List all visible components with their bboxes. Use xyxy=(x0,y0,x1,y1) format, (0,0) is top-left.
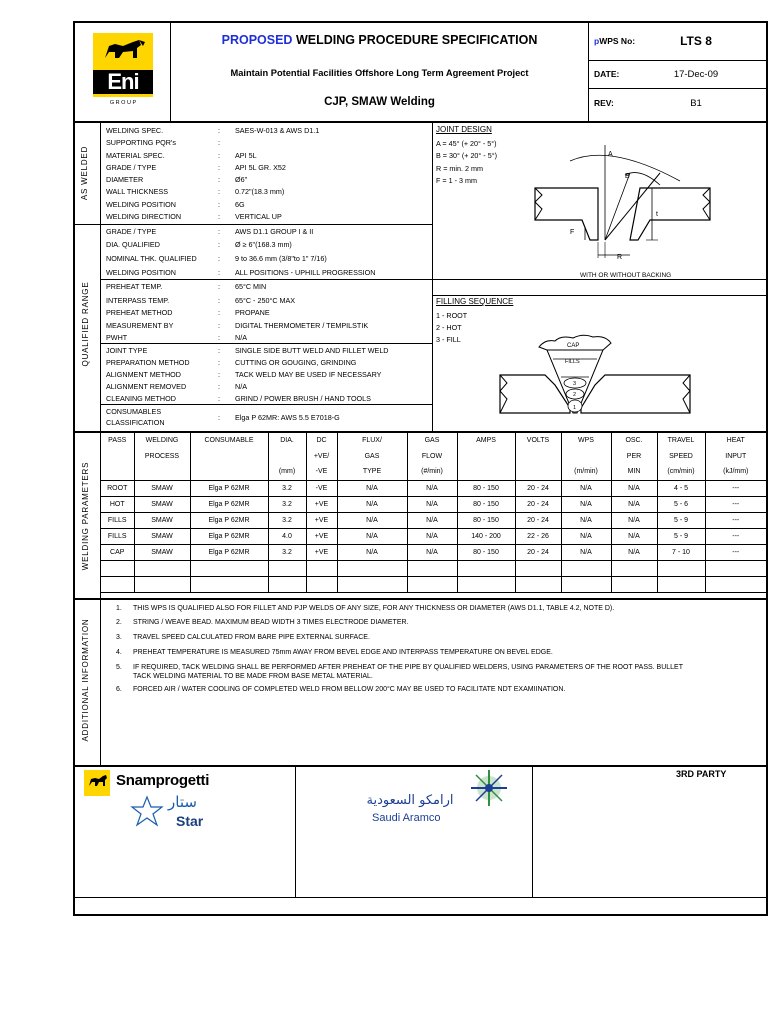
params-headers-11-1: SPEED xyxy=(657,448,705,464)
params-rows-3-11: 5 - 9 xyxy=(657,528,705,544)
params-headers-6-2: (#/min) xyxy=(407,464,457,480)
star-logo xyxy=(130,793,230,833)
label-b: B xyxy=(625,173,630,180)
params-rows-4-2: Elga P 62MR xyxy=(190,544,268,560)
filling-sequence-title: FILLING SEQUENCE xyxy=(436,297,514,306)
row-label: WELDING SPEC. xyxy=(106,126,164,135)
params-rows-3-10: N/A xyxy=(611,528,657,544)
row-value: 6G xyxy=(235,200,245,209)
params-rows-0-4: -VE xyxy=(306,480,337,496)
params-headers-10-1: PER xyxy=(611,448,657,464)
joint-rows-2-value: TACK WELD MAY BE USED IF NECESSARY xyxy=(235,370,382,379)
note-text: THIS WPS IS QUALIFIED ALSO FOR FILLET AND PJP WELDS OF ANY SIZE, FOR ANY THICKNESS OR DIAMETER (AWS D1.1, TABLE 4.2, NOTE D). xyxy=(133,605,615,612)
params-headers-7-1 xyxy=(457,448,515,464)
params-headers-3-2: (mm) xyxy=(268,464,306,480)
params-headers-5-2: TYPE xyxy=(337,464,407,480)
aramco-text: Saudi Aramco xyxy=(372,812,441,824)
eni-group-text: G R O U P xyxy=(109,100,137,106)
params-rows-4-12: --- xyxy=(705,544,766,560)
params-rows-0-10: N/A xyxy=(611,480,657,496)
notes-5-n: 6. xyxy=(116,686,122,693)
params-rows-1-5: N/A xyxy=(337,496,407,512)
params-rows-2-3: 3.2 xyxy=(268,512,306,528)
params-headers-8-2 xyxy=(515,464,561,480)
params-rows-0-1: SMAW xyxy=(134,480,190,496)
date-label: DATE: xyxy=(594,69,620,79)
params-rows-0-9: N/A xyxy=(561,480,611,496)
params-rows-2-11: 5 - 9 xyxy=(657,512,705,528)
params-rows-1-10: N/A xyxy=(611,496,657,512)
consumables-label1: CONSUMABLES xyxy=(106,407,162,416)
star-icon xyxy=(130,795,164,827)
params-rows-2-8: 20 - 24 xyxy=(515,512,561,528)
params-rows-0-5: N/A xyxy=(337,480,407,496)
joint-design-lines-2: R = min. 2 mm xyxy=(436,164,483,173)
filling-sequence-diagram xyxy=(495,333,695,418)
row-label: DIAMETER xyxy=(106,175,144,184)
params-headers-6-1: FLOW xyxy=(407,448,457,464)
aramco-star-icon xyxy=(468,768,510,808)
table-row xyxy=(101,528,766,544)
note-text: TACK WELDING MATERIAL TO BE MADE FROM BASE METAL MATERIAL. xyxy=(133,673,373,680)
params-headers-7-0: AMPS xyxy=(457,432,515,448)
joint-rows-3-value: N/A xyxy=(235,382,247,391)
row-label: WELDING POSITION xyxy=(106,200,176,209)
row-value: SAES-W-013 & AWS D1.1 xyxy=(235,126,320,135)
joint-rows-1-label: PREPARATION METHOD xyxy=(106,358,190,367)
dog-icon xyxy=(93,36,153,66)
rev-value: B1 xyxy=(690,98,702,109)
params-rows-3-0: FILLS xyxy=(101,528,134,544)
params-rows-2-1: SMAW xyxy=(134,512,190,528)
params-rows-4-0: CAP xyxy=(101,544,134,560)
joint-design-lines-3: F = 1 - 3 mm xyxy=(436,176,477,185)
params-headers-1-2 xyxy=(134,464,190,480)
params-rows-0-7: 80 - 150 xyxy=(457,480,515,496)
params-rows-4-9: N/A xyxy=(561,544,611,560)
joint-design-lines-1: B = 30° (+ 20° - 5°) xyxy=(436,151,497,160)
params-rows-1-3: 3.2 xyxy=(268,496,306,512)
params-rows-3-2: Elga P 62MR xyxy=(190,528,268,544)
process-rows-3-value: DIGITAL THERMOMETER / TEMPILSTIK xyxy=(235,321,369,330)
params-rows-1-0: HOT xyxy=(101,496,134,512)
params-rows-2-7: 80 - 150 xyxy=(457,512,515,528)
params-rows-1-2: Elga P 62MR xyxy=(190,496,268,512)
table-row-empty xyxy=(101,576,766,592)
params-rows-4-3: 3.2 xyxy=(268,544,306,560)
cap-label: CAP xyxy=(567,343,580,349)
params-rows-1-9: N/A xyxy=(561,496,611,512)
pass-2-label: 2 xyxy=(573,392,577,398)
label-r: R xyxy=(617,254,623,261)
params-header-row-3 xyxy=(101,464,766,480)
process-rows-0-label: PREHEAT TEMP. xyxy=(106,282,163,291)
params-rows-1-12: --- xyxy=(705,496,766,512)
consumables-value: Elga P 62MR: AWS 5.5 E7018-G xyxy=(235,413,340,422)
params-headers-2-1 xyxy=(190,448,268,464)
joint-design-title: JOINT DESIGN xyxy=(436,125,492,134)
params-headers-3-0: DIA. xyxy=(268,432,306,448)
params-rows-1-6: N/A xyxy=(407,496,457,512)
row-label: WELDING DIRECTION xyxy=(106,212,182,221)
row-value: Ø6" xyxy=(235,175,248,184)
filling-lines-2: 3 - FILL xyxy=(436,335,461,344)
process-rows-2-label: PREHEAT METHOD xyxy=(106,308,173,317)
params-rows-2-12: --- xyxy=(705,512,766,528)
qualified-3-value: ALL POSITIONS - UPHILL PROGRESSION xyxy=(235,268,376,277)
params-rows-4-8: 20 - 24 xyxy=(515,544,561,560)
params-rows-1-11: 5 - 6 xyxy=(657,496,705,512)
process-rows-4-label: PWHT xyxy=(106,333,128,342)
params-rows-3-9: N/A xyxy=(561,528,611,544)
params-rows-4-5: N/A xyxy=(337,544,407,560)
notes-4-n: 5. xyxy=(116,664,122,671)
qualified-3-label: WELDING POSITION xyxy=(106,268,176,277)
notes-1-n: 2. xyxy=(116,619,122,626)
note-text: TRAVEL SPEED CALCULATED FROM BARE PIPE EXTERNAL SURFACE. xyxy=(133,634,370,641)
joint-rows-0-value: SINGLE SIDE BUTT WELD AND FILLET WELD xyxy=(235,346,389,355)
params-header-row-1 xyxy=(101,432,766,448)
params-rows-0-2: Elga P 62MR xyxy=(190,480,268,496)
title-proposed: PROPOSED xyxy=(221,33,293,47)
joint-rows-4-label: CLEANING METHOD xyxy=(106,394,176,403)
eni-logo xyxy=(93,33,153,106)
section-qualified-range: QUALIFIED RANGE xyxy=(81,281,90,367)
header-pwps-label-p: p xyxy=(594,36,600,46)
qualified-2-value: 9 to 36.6 mm (3/8"to 1" 7/16) xyxy=(235,254,327,263)
eni-logo-text: Eni xyxy=(93,70,153,94)
section-welding-parameters: WELDING PARAMETERS xyxy=(81,461,90,571)
params-headers-12-0: HEAT xyxy=(726,436,745,444)
params-headers-10-0: OSC. xyxy=(611,432,657,448)
row-label: GRADE / TYPE xyxy=(106,163,157,172)
params-headers-1-1: PROCESS xyxy=(134,448,190,464)
joint-rows-1-value: CUTTING OR GOUGING, GRINDING xyxy=(235,358,357,367)
notes-0-n: 1. xyxy=(116,605,122,612)
params-rows-0-8: 20 - 24 xyxy=(515,480,561,496)
joint-rows-3-label: ALIGNMENT REMOVED xyxy=(106,382,187,391)
page-title xyxy=(171,33,588,47)
pass-1-label: 1 xyxy=(573,405,577,411)
params-rows-3-12: --- xyxy=(705,528,766,544)
params-rows-3-4: +VE xyxy=(306,528,337,544)
params-headers-12-2: (kJ/mm) xyxy=(705,464,766,480)
params-rows-0-12: --- xyxy=(705,480,766,496)
params-headers-2-2 xyxy=(190,464,268,480)
table-row xyxy=(101,512,766,528)
qualified-1-label: DIA. QUALIFIED xyxy=(106,240,160,249)
params-headers-7-2 xyxy=(457,464,515,480)
date-value: 17-Dec-09 xyxy=(673,69,719,80)
params-rows-0-11: 4 - 5 xyxy=(657,480,705,496)
aramco-arabic-text: ارامكو السعودية xyxy=(366,793,454,808)
label-a: A xyxy=(608,151,613,158)
snamprogetti-text: Snamprogetti xyxy=(116,772,210,789)
third-party-label: 3RD PARTY xyxy=(676,769,727,779)
params-rows-3-8: 22 - 26 xyxy=(515,528,561,544)
consumables-label2: CLASSIFICATION xyxy=(106,418,165,427)
params-headers-11-0: TRAVEL xyxy=(657,432,705,448)
qualified-0-value: AWS D1.1 GROUP I & II xyxy=(235,227,314,236)
row-label: SUPPORTING PQR's xyxy=(106,138,176,147)
filling-lines-0: 1 - ROOT xyxy=(436,311,468,320)
params-headers-10-2: MIN xyxy=(611,464,657,480)
params-rows-3-1: SMAW xyxy=(134,528,190,544)
params-headers-0-2 xyxy=(101,464,134,480)
params-rows-1-7: 80 - 150 xyxy=(457,496,515,512)
params-headers-0-1 xyxy=(101,448,134,464)
params-headers-5-1: GAS xyxy=(337,448,407,464)
section-as-welded: AS WELDED xyxy=(80,145,89,201)
qualified-1-value: Ø ≥ 6"(168.3 mm) xyxy=(235,240,292,249)
table-row xyxy=(101,544,766,560)
params-rows-3-5: N/A xyxy=(337,528,407,544)
table-row xyxy=(101,480,766,496)
row-label: MATERIAL SPEC. xyxy=(106,151,165,160)
params-headers-5-0: FLUX/ xyxy=(337,432,407,448)
welding-parameters-table xyxy=(101,432,766,593)
params-rows-3-6: N/A xyxy=(407,528,457,544)
row-value: VERTICAL UP xyxy=(235,212,282,221)
process-rows-3-label: MEASUREMENT BY xyxy=(106,321,174,330)
fills-label: FILLS xyxy=(565,359,580,365)
joint-rows-2-label: ALIGNMENT METHOD xyxy=(106,370,181,379)
params-headers-0-0: PASS xyxy=(101,432,134,448)
params-rows-2-10: N/A xyxy=(611,512,657,528)
params-rows-1-8: 20 - 24 xyxy=(515,496,561,512)
process-rows-1-label: INTERPASS TEMP. xyxy=(106,296,170,305)
project-name: Maintain Potential Facilities Offshore Long Term Agreement Project xyxy=(230,68,529,78)
process-rows-2-value: PROPANE xyxy=(235,308,270,317)
params-headers-4-2: -VE xyxy=(306,464,337,480)
params-rows-2-5: N/A xyxy=(337,512,407,528)
section-additional-information: ADDITIONAL INFORMATION xyxy=(81,618,90,742)
notes-3-n: 4. xyxy=(116,649,122,656)
note-text: PREHEAT TEMPERATURE IS MEASURED 75mm AWAY FROM BEVEL EDGE AND INTERPASS TEMPERATURE ON BEVEL EDGE. xyxy=(133,649,553,656)
pwps-value: LTS 8 xyxy=(680,34,712,48)
row-label: WALL THICKNESS xyxy=(106,187,169,196)
params-rows-1-4: +VE xyxy=(306,496,337,512)
params-rows-0-3: 3.2 xyxy=(268,480,306,496)
params-rows-2-0: FILLS xyxy=(101,512,134,528)
params-rows-4-11: 7 - 10 xyxy=(657,544,705,560)
table-row-empty xyxy=(101,560,766,576)
header-pwps-label-rest: WPS No: xyxy=(599,36,636,46)
params-headers-11-2: (cm/min) xyxy=(657,464,705,480)
joint-design-diagram xyxy=(530,145,720,270)
params-rows-1-1: SMAW xyxy=(134,496,190,512)
params-rows-4-1: SMAW xyxy=(134,544,190,560)
params-headers-12-1: INPUT xyxy=(725,452,747,460)
params-rows-2-2: Elga P 62MR xyxy=(190,512,268,528)
params-header-row-2 xyxy=(101,448,766,464)
joint-rows-4-value: GRIND / POWER BRUSH / HAND TOOLS xyxy=(235,394,371,403)
title-rest: WELDING PROCEDURE SPECIFICATION xyxy=(292,33,538,47)
params-headers-9-2: (m/min) xyxy=(561,464,611,480)
params-rows-3-7: 140 - 200 xyxy=(457,528,515,544)
pass-3-label: 3 xyxy=(573,381,577,387)
joint-rows-0-label: JOINT TYPE xyxy=(106,346,148,355)
saudi-aramco-logo xyxy=(360,768,520,828)
params-rows-4-7: 80 - 150 xyxy=(457,544,515,560)
label-t: t xyxy=(656,211,658,218)
star-text: Star xyxy=(176,813,204,829)
params-headers-3-1 xyxy=(268,448,306,464)
params-rows-2-4: +VE xyxy=(306,512,337,528)
params-rows-0-0: ROOT xyxy=(101,480,134,496)
pwps-label xyxy=(594,36,635,46)
params-headers-9-0: WPS xyxy=(561,432,611,448)
star-arabic-text: ستار xyxy=(168,793,197,811)
params-headers-9-1 xyxy=(561,448,611,464)
params-rows-4-4: +VE xyxy=(306,544,337,560)
params-rows-3-3: 4.0 xyxy=(268,528,306,544)
label-f: F xyxy=(570,229,575,236)
params-headers-6-0: GAS xyxy=(407,432,457,448)
process-rows-0-value: 65°C MIN xyxy=(235,282,267,291)
params-rows-2-6: N/A xyxy=(407,512,457,528)
row-value: 0.72"(18.3 mm) xyxy=(235,187,285,196)
joint-design-caption: WITH OR WITHOUT BACKING xyxy=(580,272,672,279)
params-rows-4-6: N/A xyxy=(407,544,457,560)
params-rows-2-9: N/A xyxy=(561,512,611,528)
params-headers-1-0: WELDING xyxy=(134,432,190,448)
params-headers-4-1: +VE/ xyxy=(306,448,337,464)
params-rows-4-10: N/A xyxy=(611,544,657,560)
row-value: API 5L GR. X52 xyxy=(235,163,286,172)
params-headers-2-0: CONSUMABLE xyxy=(190,432,268,448)
joint-design-lines-0: A = 45° (+ 20° - 5°) xyxy=(436,139,497,148)
process-rows-1-value: 65°C - 250°C MAX xyxy=(235,296,296,305)
table-row xyxy=(101,496,766,512)
note-text: FORCED AIR / WATER COOLING OF COMPLETED WELD FROM BELLOW 200°C MAY BE USED TO FACILITATE NDT EXAMIINATION. xyxy=(133,686,566,693)
row-value: API 5L xyxy=(235,151,257,160)
params-headers-8-1 xyxy=(515,448,561,464)
filling-lines-1: 2 - HOT xyxy=(436,323,462,332)
note-text: STRING / WEAVE BEAD. MAXIMUM BEAD WIDTH 3 TIMES ELECTRODE DIAMETER. xyxy=(133,619,409,626)
params-headers-4-0: DC xyxy=(306,432,337,448)
rev-label: REV: xyxy=(594,98,614,108)
qualified-2-label: NOMINAL THK. QUALIFIED xyxy=(106,254,197,263)
process-title: CJP, SMAW Welding xyxy=(324,96,435,108)
params-rows-0-6: N/A xyxy=(407,480,457,496)
note-text: IF REQUIRED, TACK WELDING SHALL BE PERFORMED AFTER PREHEAT OF THE PIPE BY QUALIFIED WELDERS, USING PARAMETERS OF THE ROOT PASS. BULLET xyxy=(133,664,683,671)
notes-2-n: 3. xyxy=(116,634,122,641)
qualified-0-label: GRADE / TYPE xyxy=(106,227,157,236)
params-headers-8-0: VOLTS xyxy=(515,432,561,448)
process-rows-4-value: N/A xyxy=(235,333,247,342)
